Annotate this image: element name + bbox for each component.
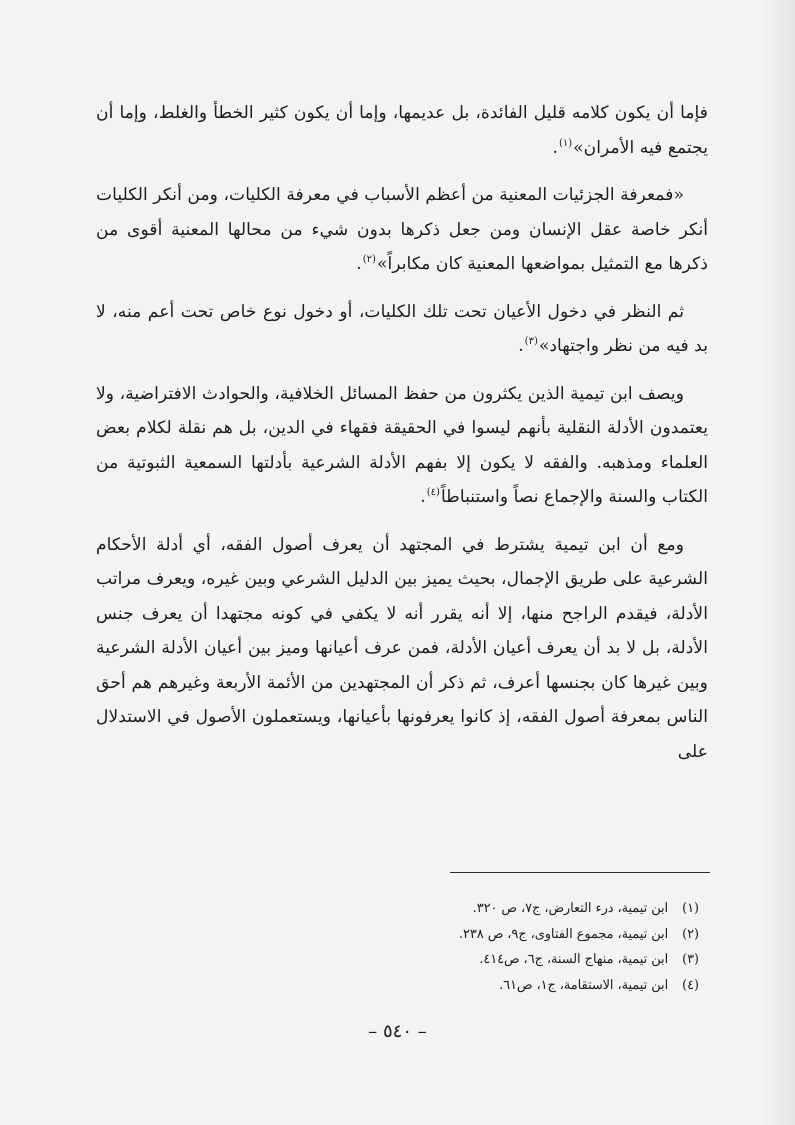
page-edge-shadow [761, 0, 795, 1125]
footnote-2: (٢)ابن تيمية، مجموع الفتاوى، ج٩، ص ٢٣٨. [458, 926, 699, 942]
footnote-ref-4: (٤) [426, 487, 440, 499]
footnote-ref-2: (٢) [362, 254, 376, 266]
paragraph-2: «فمعرفة الجزئيات المعنية من أعظم الأسباب في معرفة الكليات، ومن أنكر الكليات أنكر خاصة عقل الإنسان ومن جعل ذكرها بدون شيء من محالها المعنية أقوى من ذكرها مع التمثيل بمواضعها المعنية كان مكابراً»$^{(٢)}$. [96, 185, 708, 274]
paragraph-3: ثم النظر في دخول الأعيان تحت تلك الكليات، أو دخول نوع خاص تحت أعم منه، لا بد فيه من نظر واجتهاد»$^{(٣)}$. [96, 301, 708, 356]
footnote-ref-3: (٣) [524, 336, 538, 348]
footnote-separator [450, 872, 710, 873]
paragraph-5: ومع أن ابن تيمية يشترط في المجتهد أن يعرف أصول الفقه، أي أدلة الأحكام الشرعية على طريق الإجمال، بحيث يميز بين الدليل الشرعي وبين غيره، ويعرف مراتب الأدلة، فيقدم الراجح منها، إلا أنه يقرر أنه لا يكفي في كونه مجتهدا أن يعرف جنس الأدلة، بل لا بد أن يعرف أعيان الأدلة، فمن عرف أعيانها وميز بين أعيان الأدلة الشرعية وبين غيرها كان بجنسها أعرف، ثم ذكر أن المجتهدين من الأئمة الأربعة وغيرهم هم أحق الناس بمعرفة أصول الفقه، إذ كانوا يعرفونها بأعيانها، ويستعملون الأصول في الاستدلال على [96, 534, 708, 762]
main-text [96, 96, 708, 782]
footnote-3: (٣)ابن تيمية، منهاج السنة، ج٦، ص٤١٤. [479, 952, 699, 967]
page-number: – ٥٤٠ – [368, 1021, 427, 1042]
footnotes [279, 896, 699, 998]
paragraph-4: ويصف ابن تيمية الذين يكثرون من حفظ المسائل الخلافية، والحوادث الافتراضية، ولا يعتمدون الأدلة النقلية بأنهم ليسوا في الحقيقة فقهاء في الدين، بل هم نقلة لكلام بعض العلماء ومذهبه. والفقه لا يكون إلا بفهم الأدلة الشرعية بأدلتها السمعية الثبوتية من الكتاب والسنة والإجماع نصاً واستنباطاً$^{(٤)}$. [96, 383, 708, 507]
footnote-4: (٤)ابن تيمية، الاستقامة، ج١، ص٦١. [499, 977, 699, 993]
footnote-ref-1: (١) [558, 137, 573, 149]
paragraph-1: فإما أن يكون كلامه قليل الفائدة، بل عديمها، وإما أن يكون كثير الخطأ والغلط، وإما أن يجتمع فيه الأمران»$^{(١)}$. [96, 103, 708, 158]
footnote-1: (١)ابن تيمية، درء التعارض، ج٧، ص ٣٢٠. [472, 901, 699, 916]
